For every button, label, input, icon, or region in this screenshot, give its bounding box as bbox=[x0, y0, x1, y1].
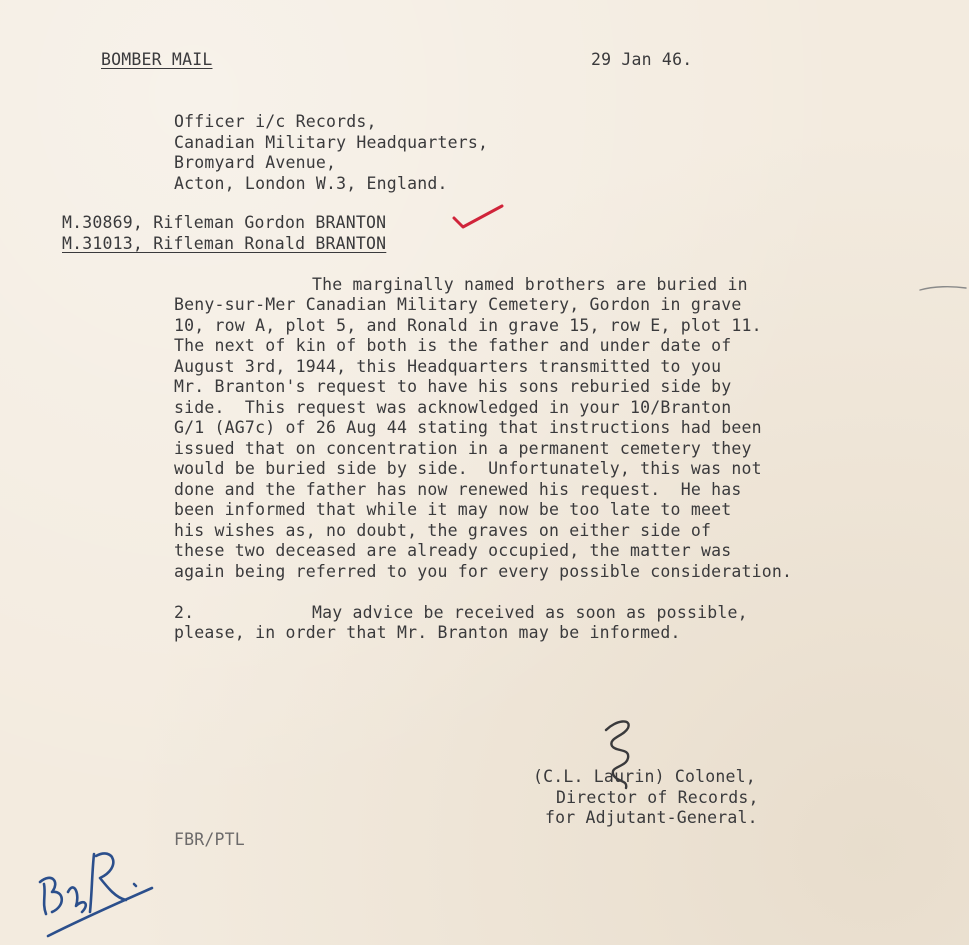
paragraph-1-line: G/1 (AG7c) of 26 Aug 44 stating that instructions had been bbox=[174, 418, 762, 437]
paragraph-1-line: his wishes as, no doubt, the graves on either side of bbox=[174, 521, 712, 540]
header-bomber-mail: BOMBER MAIL bbox=[101, 50, 213, 69]
paragraph-1-line: these two deceased are already occupied, the matter was bbox=[174, 541, 732, 560]
address-line-4: Acton, London W.3, England. bbox=[174, 174, 448, 193]
paragraph-1-line: side. This request was acknowledged in your 10/Branton bbox=[174, 398, 732, 417]
paragraph-1-line: August 3rd, 1944, this Headquarters transmitted to you bbox=[174, 357, 722, 376]
signature-name: (C.L. Laurin) Colonel, bbox=[533, 767, 756, 786]
letter-date: 29 Jan 46. bbox=[591, 50, 693, 69]
paragraph-1-line: The next of kin of both is the father and under date of bbox=[174, 336, 732, 355]
address-line-1: Officer i/c Records, bbox=[174, 112, 377, 131]
paragraph-1-line: The marginally named brothers are buried in bbox=[312, 275, 748, 294]
paragraph-1-line: again being referred to you for every possible consideration. bbox=[174, 562, 793, 581]
margin-mark-icon bbox=[918, 282, 968, 296]
paragraph-1-line: 10, row A, plot 5, and Ronald in grave 15, row E, plot 11. bbox=[174, 316, 762, 335]
handwritten-initials-icon bbox=[30, 832, 160, 942]
address-line-2: Canadian Military Headquarters, bbox=[174, 133, 489, 152]
paragraph-2-line: May advice be received as soon as possible, bbox=[312, 603, 748, 622]
paragraph-1-line: Mr. Branton's request to have his sons reburied side by bbox=[174, 377, 732, 396]
paragraph-1-line: Beny-sur-Mer Canadian Military Cemetery, Gordon in grave bbox=[174, 295, 742, 314]
paragraph-2-line: please, in order that Mr. Branton may be informed. bbox=[174, 623, 681, 642]
reference-line-2: M.31013, Rifleman Ronald BRANTON bbox=[62, 234, 387, 253]
signature-for: for Adjutant-General. bbox=[545, 808, 758, 827]
paragraph-1-line: been informed that while it may now be too late to meet bbox=[174, 500, 732, 519]
paragraph-1-line: done and the father has now renewed his request. He has bbox=[174, 480, 742, 499]
paragraph-2-number: 2. bbox=[174, 603, 195, 622]
address-line-3: Bromyard Avenue, bbox=[174, 153, 337, 172]
reference-line-1: M.30869, Rifleman Gordon BRANTON bbox=[62, 213, 387, 232]
signature-title: Director of Records, bbox=[556, 788, 759, 807]
check-mark-icon bbox=[450, 202, 506, 232]
paragraph-1-line: would be buried side by side. Unfortunately, this was not bbox=[174, 459, 762, 478]
paragraph-1-line: issued that on concentration in a permanent cemetery they bbox=[174, 439, 752, 458]
typist-initials: FBR/PTL bbox=[174, 830, 245, 849]
